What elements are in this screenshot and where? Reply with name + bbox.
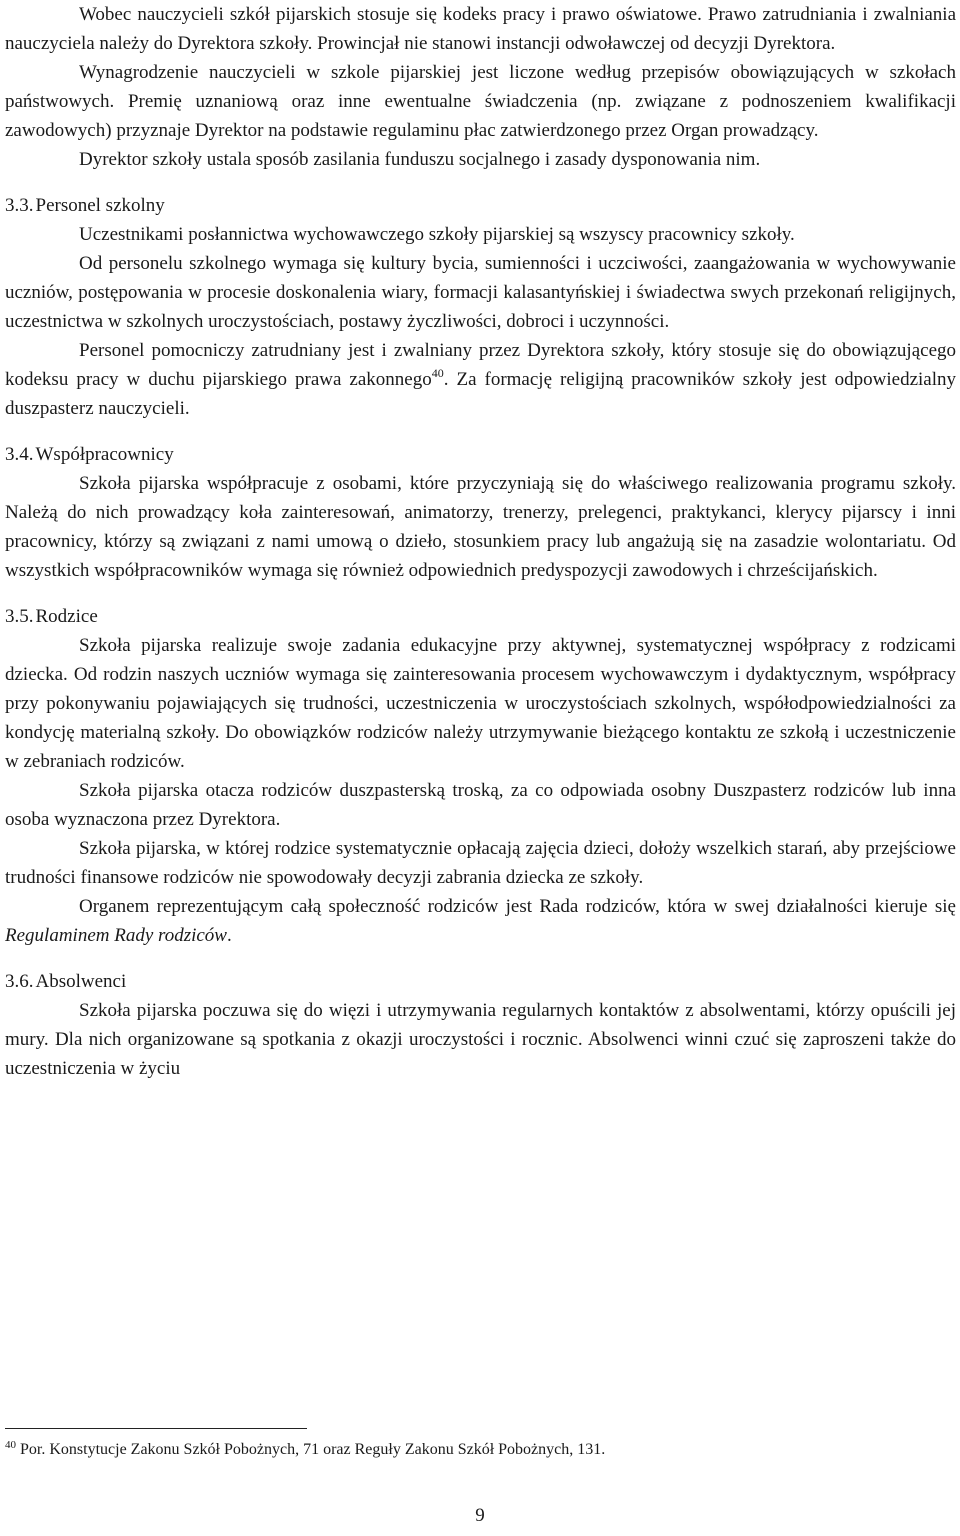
footnote bbox=[5, 1440, 955, 1460]
text-run: Personel pomocniczy zatrudniany jest i zwalniany przez Dyrektora szkoły, który stosuje się do obowiązującego kodeksu pracy w duchu pijarskiego prawa zakonnego bbox=[5, 340, 956, 390]
section-title: Rodzice bbox=[35, 606, 98, 627]
paragraph-salary: Wynagrodzenie nauczycieli w szkole pijarskiej jest liczone według przepisów obowiązujących w szkołach państwowych. Premię uznaniową oraz inne ewentualne świadczenia (np. związane z podnoszeniem kwalifikacji zawodowych) przyznaje Dyrektor na podstawie regulaminu płac zatwierdzonego przez Organ prowadzący. bbox=[5, 62, 956, 141]
paragraph-personnel-mission: Uczestnikami posłannictwa wychowawczego szkoły pijarskiej są wszyscy pracownicy szkoły. bbox=[79, 224, 795, 245]
paragraph-teacher-law: Wobec nauczycieli szkół pijarskich stosuje się kodeks pracy i prawo oświatowe. Prawo zatrudniania i zwalniania nauczyciela należy do Dyrektora szkoły. Prowincjał nie stanowi instancji odwoławczej od decyzji Dyrektora. bbox=[5, 4, 956, 54]
paragraph-support-staff bbox=[5, 336, 956, 423]
section-title: Personel szkolny bbox=[35, 195, 165, 216]
paragraph-alumni: Szkoła pijarska poczuwa się do więzi i utrzymywania regularnych kontaktów z absolwentami, którzy opuścili jej mury. Dla nich organizowane są spotkania z okazji uroczystości i rocznic. Absolwenci winni czuć się zaproszeni także do uczestniczenia w życiu bbox=[5, 1000, 956, 1079]
footnote-mark: 40 bbox=[5, 1439, 16, 1451]
section-heading-3-6 bbox=[5, 967, 956, 996]
text-run: Organem reprezentującym całą społeczność rodziców jest Rada rodziców, która w swej działalności kieruje się bbox=[79, 896, 956, 917]
section-heading-3-5 bbox=[5, 602, 956, 631]
section-number: 3.3. bbox=[5, 195, 34, 216]
paragraph-parents-finance: Szkoła pijarska, w której rodzice systematycznie opłacają zajęcia dzieci, dołoży wszelkich starań, aby przejściowe trudności finansowe rodziców nie spowodowały decyzji zabrania dziecka ze szkoły. bbox=[5, 838, 956, 888]
section-number: 3.5. bbox=[5, 606, 34, 627]
text-run: . Za formację religijną pracowników szkoły jest odpowiedzialny duszpasterz nauczycieli. bbox=[5, 369, 957, 419]
page-number: 9 bbox=[475, 1505, 485, 1526]
text-run: . bbox=[226, 925, 232, 946]
section-number: 3.6. bbox=[5, 971, 34, 992]
section-heading-3-3 bbox=[5, 191, 956, 220]
section-heading-3-4 bbox=[5, 440, 956, 469]
paragraph-parents-pastoral: Szkoła pijarska otacza rodziców duszpasterską troską, za co odpowiada osobny Duszpasterz rodziców lub inna osoba wyznaczona przez Dyrektora. bbox=[5, 780, 956, 830]
section-title: Współpracownicy bbox=[35, 444, 174, 465]
section-number: 3.4. bbox=[5, 444, 34, 465]
paragraph-collaborators: Szkoła pijarska współpracuje z osobami, które przyczyniają się do właściwego realizowania programu szkoły. Należą do nich prowadzący koła zainteresowań, animatorzy, trenerzy, prelegenci, praktykanci, klerycy pijarscy i inni pracownicy, którzy są związani z nami umową o dzieło, stosunkiem pracy lub angażują się na zasadzie wolontariatu. Od wszystkich współpracowników wymaga się również odpowiednich predyspozycji zawodowych i chrześcijańskich. bbox=[5, 473, 956, 581]
footnote-reference: 40 bbox=[431, 366, 444, 380]
footnote-text: Por. Konstytucje Zakonu Szkół Pobożnych, 71 oraz Reguły Zakonu Szkół Pobożnych, 131. bbox=[16, 1441, 606, 1458]
paragraph-parents-council bbox=[5, 892, 956, 950]
footnote-separator bbox=[5, 1428, 307, 1429]
paragraph-personnel-requirements: Od personelu szkolnego wymaga się kultury bycia, sumienności i uczciwości, zaangażowania w wychowywanie uczniów, postępowania w procesie doskonalenia wiary, formacji kalasantyńskiej i świadectwa swych przekonań religijnych, uczestnictwa w szkolnych uroczystościach, postawy życzliwości, dobroci i uczynności. bbox=[5, 253, 956, 332]
paragraph-parents-cooperation: Szkoła pijarska realizuje swoje zadania edukacyjne przy aktywnej, systematycznej współpracy z rodzicami dziecka. Od rodzin naszych uczniów wymaga się zainteresowania procesem wychowawczym i dydaktycznym, współpracy przy pokonywaniu pojawiających się trudności, uczestniczenia w uroczystościach szkolnych, współodpowiedzialności za kondycję materialną szkoły. Do obowiązków rodziców należy utrzymywanie bieżącego kontaktu ze szkołą i uczestniczenie w zebraniach rodziców. bbox=[5, 635, 956, 772]
regulation-title: Regulaminem Rady rodziców bbox=[5, 925, 227, 946]
section-title: Absolwenci bbox=[35, 971, 127, 992]
paragraph-social-fund: Dyrektor szkoły ustala sposób zasilania funduszu socjalnego i zasady dysponowania nim. bbox=[79, 149, 761, 170]
